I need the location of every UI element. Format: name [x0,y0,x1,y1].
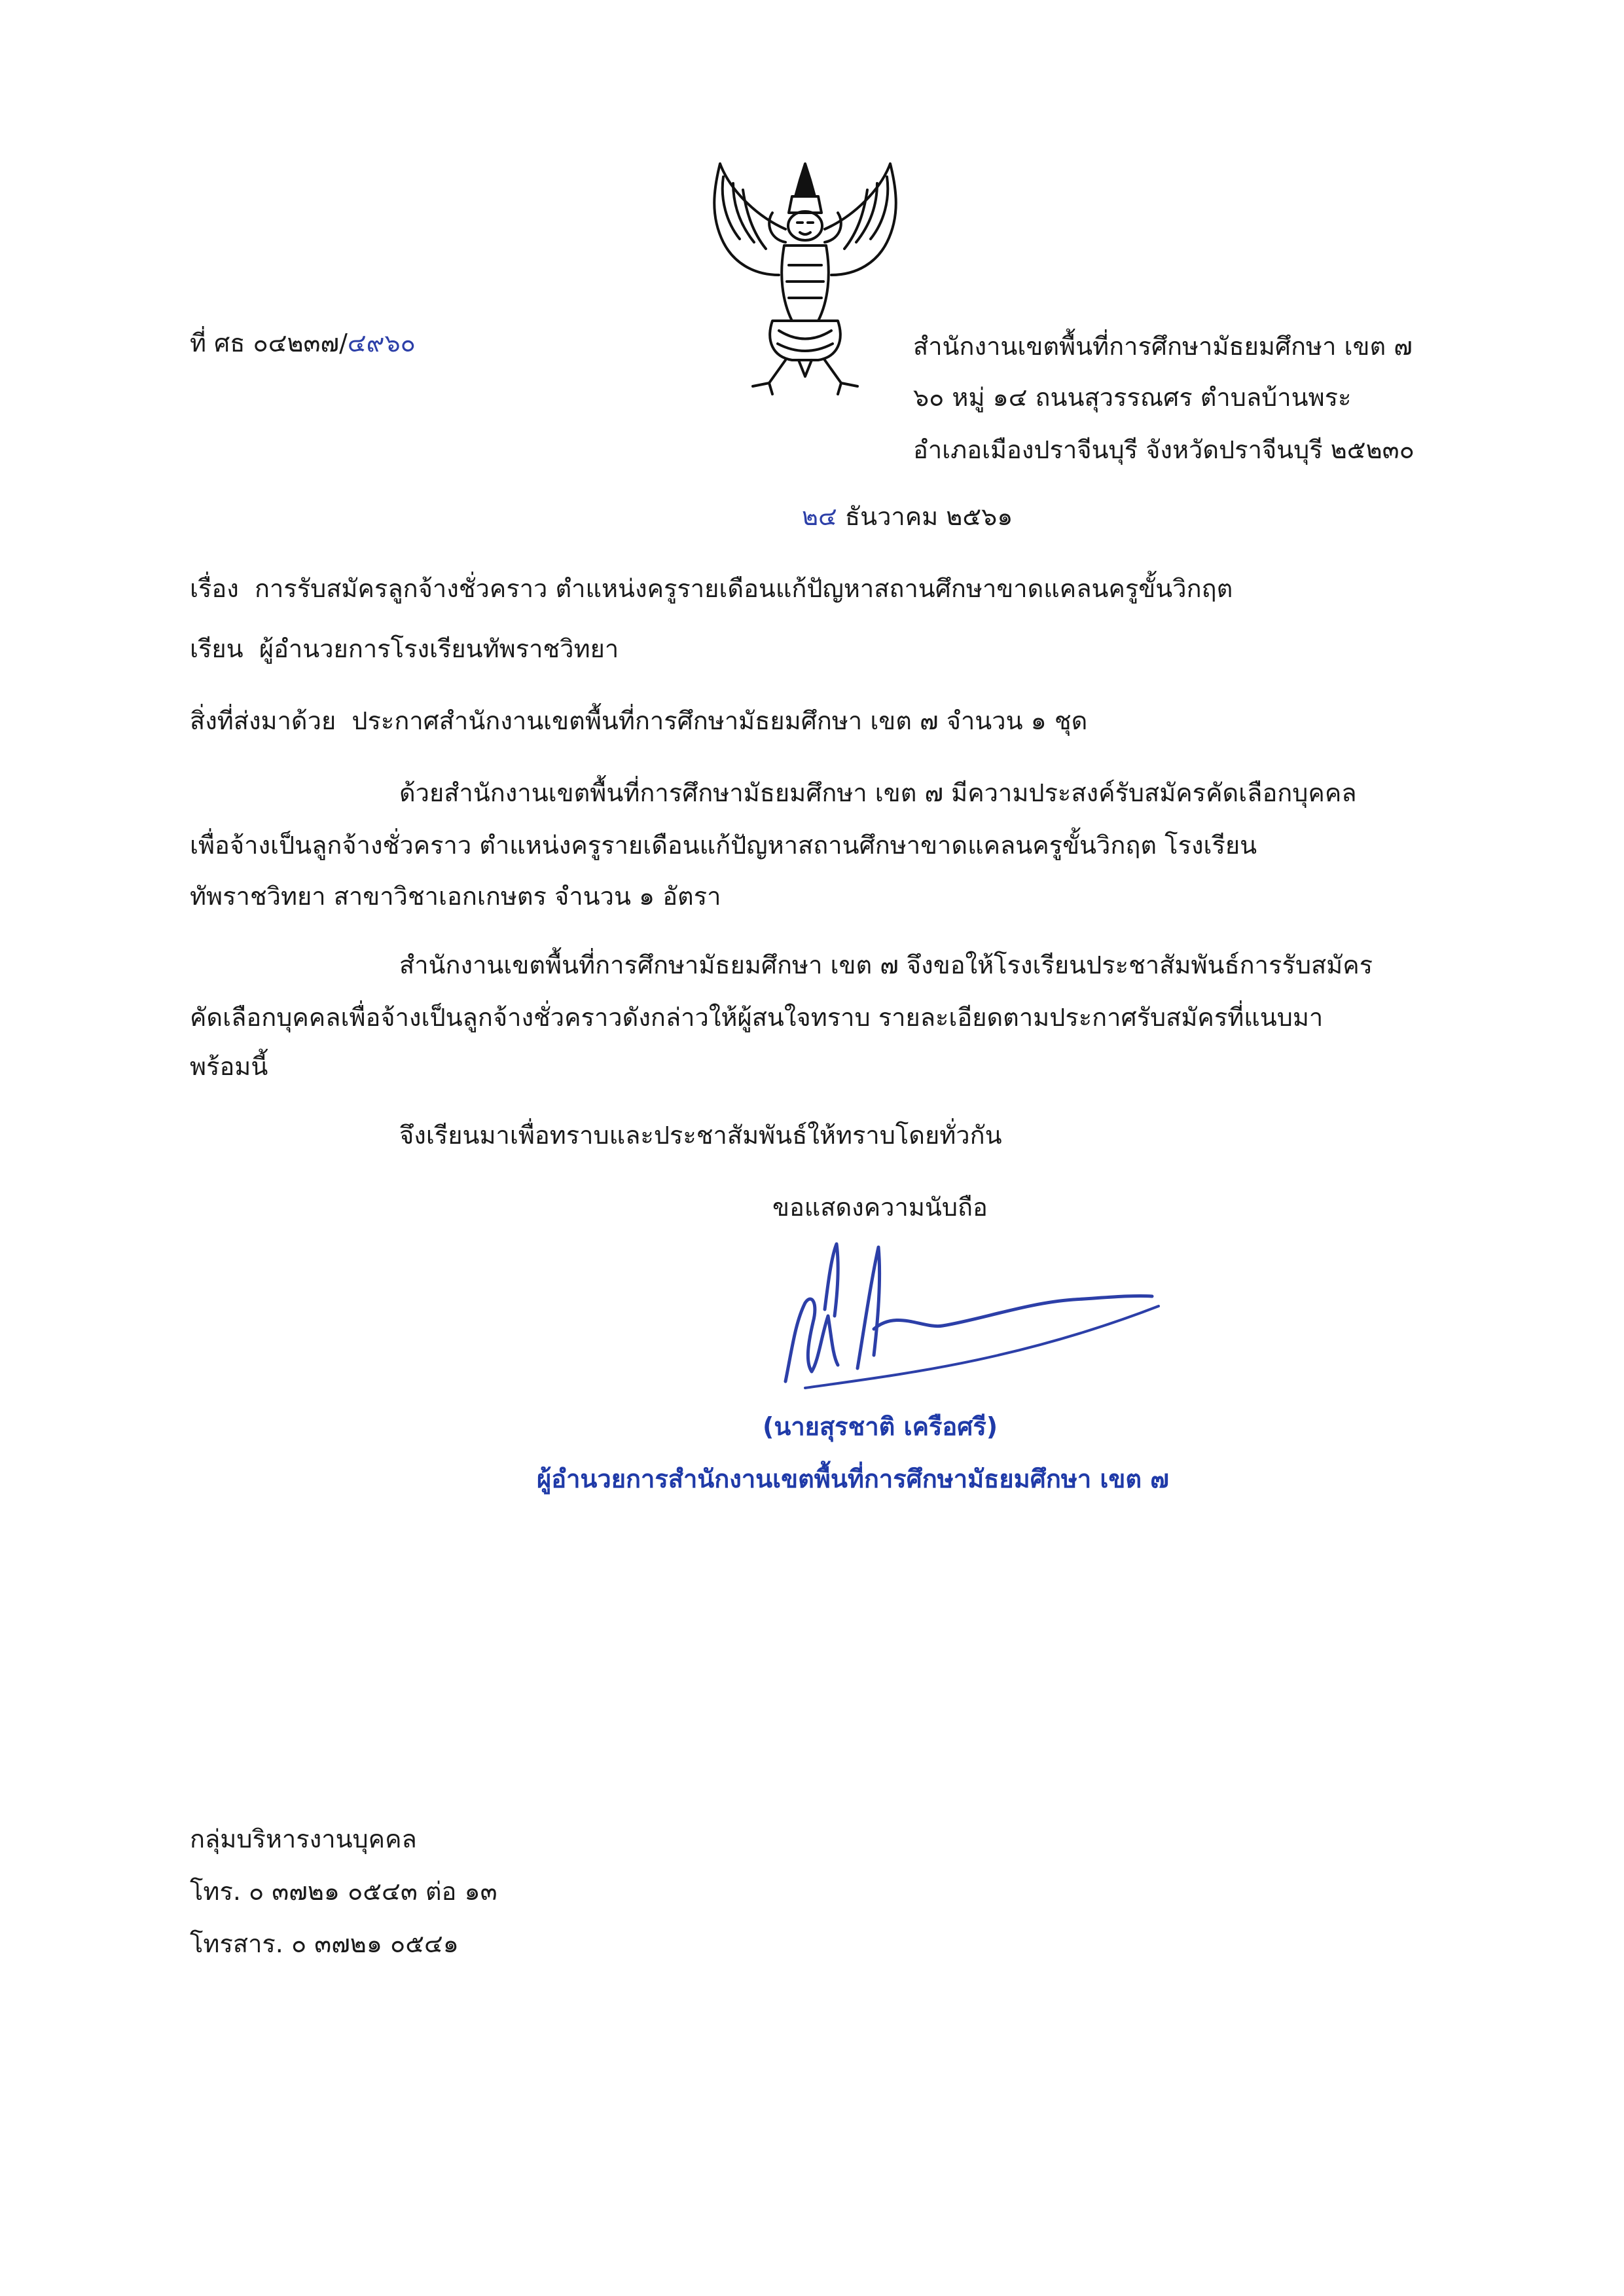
paragraph-2-line-1: สำนักงานเขตพื้นที่การศึกษามัธยมศึกษา เขต ๗ จึงขอให้โรงเรียนประชาสัมพันธ์การรับสมัคร [399,951,1373,979]
paragraph-3: จึงเรียนมาเพื่อทราบและประชาสัมพันธ์ให้ทราบโดยทั่วกัน [399,1121,1002,1150]
paragraph-1-line-1: ด้วยสำนักงานเขตพื้นที่การศึกษามัธยมศึกษา เขต ๗ มีความประสงค์รับสมัครคัดเลือกบุคคล [399,778,1357,807]
attachment-label: สิ่งที่ส่งมาด้วย [190,706,336,735]
footer-fax: โทรสาร. ๐ ๓๗๒๑ ๐๕๔๑ [190,1929,459,1958]
closing-phrase: ขอแสดงความนับถือ [772,1193,988,1222]
recipient-line [190,636,619,661]
recipient-label: เรียน [190,634,244,663]
footer-phone: โทร. ๐ ๓๗๒๑ ๐๕๔๓ ต่อ ๑๓ [190,1877,497,1906]
office-address-line-2: ๖๐ หมู่ ๑๔ ถนนสุวรรณศร ตำบลบ้านพระ [913,383,1352,412]
paragraph-1-line-2: เพื่อจ้างเป็นลูกจ้างชั่วคราว ตำแหน่งครูรายเดือนแก้ปัญหาสถานศึกษาขาดแคลนครูขั้นวิกฤต โรงเรียน [190,831,1257,860]
office-address-line-1: สำนักงานเขตพื้นที่การศึกษามัธยมศึกษา เขต ๗ [913,332,1413,361]
document-number-handwritten: ๔๙๖๐ [347,329,416,357]
attachment-text: ประกาศสำนักงานเขตพื้นที่การศึกษามัธยมศึกษา เขต ๗ จำนวน ๑ ชุด [352,706,1088,735]
signer-name: (นายสุรชาติ เครือศรี) [763,1412,998,1441]
attachment-line [190,708,1087,733]
recipient-text: ผู้อำนวยการโรงเรียนทัพราชวิทยา [259,634,619,663]
document-number-prefix: ที่ ศธ ๐๔๒๓๗/ [190,329,348,357]
footer-department: กลุ่มบริหารงานบุคคล [190,1825,417,1853]
subject-label: เรื่อง [190,574,239,603]
subject-line [190,576,1233,601]
date-day-handwritten: ๒๔ [802,502,837,531]
office-address-line-3: อำเภอเมืองปราจีนบุรี จังหวัดปราจีนบุรี ๒๕๒๓๐ [913,435,1415,464]
signer-title: ผู้อำนวยการสำนักงานเขตพื้นที่การศึกษามัธยมศึกษา เขต ๗ [537,1465,1169,1493]
document-number [190,331,416,355]
handwritten-signature [766,1231,1172,1401]
paragraph-2-line-2: คัดเลือกบุคคลเพื่อจ้างเป็นลูกจ้างชั่วคราวดังกล่าวให้ผู้สนใจทราบ รายละเอียดตามประกาศรับสมัครที่แนบมา [190,1003,1324,1032]
document-date [802,504,1013,529]
date-month-year: ธันวาคม ๒๕๖๑ [844,502,1013,531]
garuda-emblem-icon [694,151,916,399]
paragraph-1-line-3: ทัพราชวิทยา สาขาวิชาเอกเกษตร จำนวน ๑ อัตรา [190,882,721,911]
paragraph-2-line-3: พร้อมนี้ [190,1052,268,1081]
subject-text: การรับสมัครลูกจ้างชั่วคราว ตำแหน่งครูรายเดือนแก้ปัญหาสถานศึกษาขาดแคลนครูขั้นวิกฤต [254,574,1233,603]
